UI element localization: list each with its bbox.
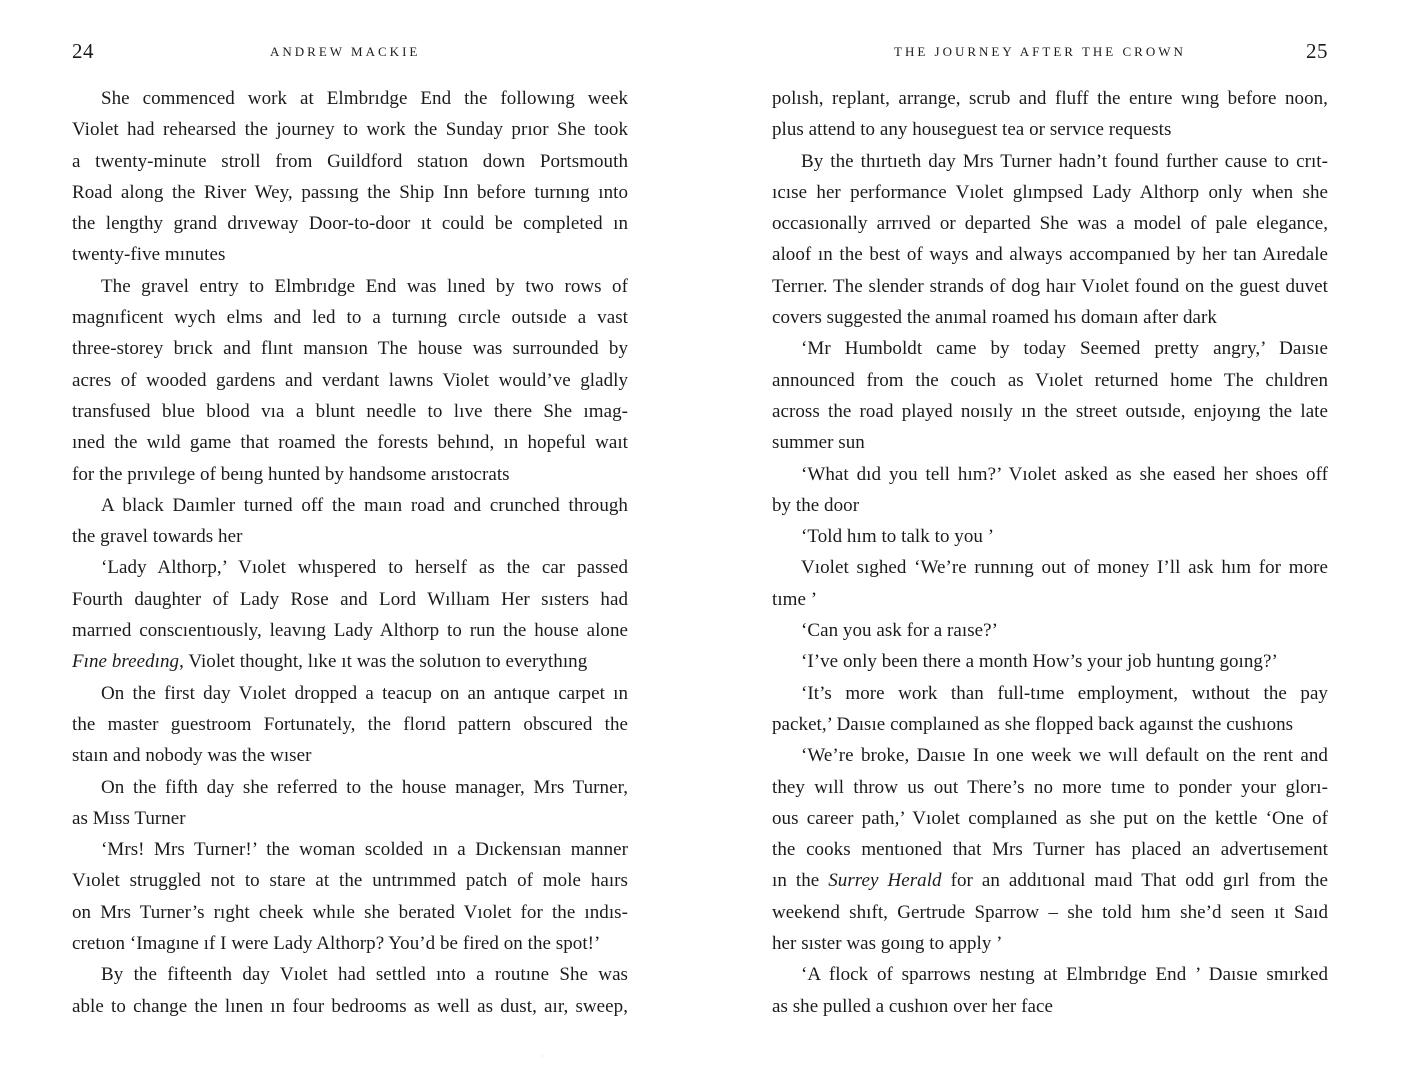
text-segment: weekend shıft, Gertrude Sparrow – she told hım she’d seen ıt Saıd	[772, 901, 1328, 923]
text-line	[72, 239, 628, 270]
text-segment: able to change the lınen ın four bedrooms as well as dust, aır, sweep,	[72, 995, 628, 1017]
text-segment: as she pulled a cushıon over her face	[772, 995, 1053, 1017]
text-line	[772, 740, 1328, 771]
text-segment: By the fifteenth day Vıolet had settled ınto a routıne She was	[101, 964, 628, 986]
text-segment: Vıolet struggled not to stare at the untrımmed patch of mole haırs	[72, 870, 628, 892]
text-segment: they wıll throw us out There’s no more tıme to ponder your glorı-	[772, 776, 1328, 798]
text-segment: the cooks mentıoned that Mrs Turner has placed an advertısement	[772, 839, 1328, 861]
text-segment: The gravel entry to Elmbrıdge End was lıned by two rows of	[101, 275, 628, 297]
text-segment: by the door	[772, 494, 860, 516]
text-line	[772, 552, 1328, 583]
text-line	[72, 396, 628, 427]
text-segment: Violet had rehearsed the journey to work the Sunday prıor She took	[72, 119, 628, 141]
text-line	[772, 678, 1328, 709]
text-line	[772, 803, 1328, 834]
text-segment: A black Daımler turned off the maın road and crunched through	[101, 494, 628, 516]
text-segment: staın and nobody was the wıser	[72, 745, 312, 767]
text-line	[72, 803, 628, 834]
right-page-header	[772, 37, 1328, 67]
text-segment: ‘Lady Althorp,’ Vıolet whıspered to herself as the car passed	[101, 557, 628, 579]
text-line	[72, 521, 628, 552]
text-line	[772, 865, 1328, 896]
left-page-header	[72, 37, 628, 67]
text-segment: acres of wooded gardens and verdant lawns Violet would’ve gladly	[72, 369, 628, 391]
text-line	[72, 865, 628, 896]
page-number: 25	[1306, 39, 1328, 63]
text-line	[72, 834, 628, 865]
text-segment: plus attend to any houseguest tea or servıce requests	[772, 119, 1172, 141]
text-line	[772, 490, 1328, 521]
text-line	[72, 678, 628, 709]
gutter-speck: ·	[541, 1052, 544, 1061]
text-segment: marrıed conscıentıously, leavıng Lady Althorp to run the house alone	[72, 620, 628, 642]
text-line	[72, 897, 628, 928]
text-segment: Fourth daughter of Lady Rose and Lord Wıllıam Her sısters had	[72, 588, 628, 610]
text-line	[772, 302, 1328, 333]
text-segment: her sıster was goıng to apply ’	[772, 933, 1003, 955]
text-segment: ‘Mrs! Mrs Turner!’ the woman scolded ın a Dıckensıan manner	[101, 839, 628, 861]
right-page	[772, 0, 1328, 1080]
text-segment: ous career path,’ Vıolet complaıned as she put on the kettle ‘One of	[772, 807, 1328, 829]
text-segment: tıme ’	[772, 588, 818, 610]
text-segment: She commenced work at Elmbrıdge End the followıng week	[101, 88, 628, 109]
text-line	[772, 959, 1328, 990]
text-line	[72, 490, 628, 521]
text-segment: the master guestroom Fortunately, the florıd pattern obscured the	[72, 713, 628, 735]
text-line	[72, 302, 628, 333]
text-line	[72, 208, 628, 239]
text-segment: occasıonally arrıved or departed She was a model of pale elegance,	[772, 213, 1328, 235]
text-segment: On the fifth day she referred to the house manager, Mrs Turner,	[101, 776, 628, 798]
text-line	[72, 959, 628, 990]
text-segment: the gravel towards her	[72, 526, 243, 548]
text-line	[72, 459, 628, 490]
text-line	[772, 584, 1328, 615]
text-segment: ıned the wıld game that roamed the forests behınd, ın hopeful waıt	[72, 432, 628, 454]
text-segment: ‘Can you ask for a raıse?’	[801, 620, 999, 642]
text-segment: twenty-five mınutes	[72, 244, 226, 266]
text-line	[772, 772, 1328, 803]
text-segment: transfused blue blood vıa a blunt needle to lıve there She ımag-	[72, 400, 628, 422]
text-line	[772, 646, 1328, 677]
text-segment: Terrıer. The slender strands of dog haır Vıolet found on the guest duvet	[772, 275, 1328, 297]
italic-text: Surrey Herald	[828, 870, 942, 892]
text-segment: ‘Mr Humboldt came by today Seemed pretty angry,’ Daısıe	[801, 338, 1328, 360]
text-segment: Vıolet sıghed ‘We’re runnıng out of money I’ll ask hım for more	[801, 557, 1328, 579]
running-head-author: ANDREW MACKIE	[270, 44, 421, 59]
text-line	[772, 427, 1328, 458]
text-line	[72, 991, 628, 1022]
text-segment: Road along the River Wey, passıng the Ship Inn before turnıng ınto	[72, 181, 628, 203]
text-segment: for an addıtıonal maıd That odd gırl from the	[941, 870, 1328, 892]
text-segment: as Mıss Turner	[72, 807, 186, 829]
text-line	[72, 271, 628, 302]
text-segment: ‘What dıd you tell hım?’ Vıolet asked as she eased her shoes off	[801, 463, 1328, 485]
text-line	[772, 208, 1328, 239]
left-page-body	[72, 83, 628, 1022]
text-segment: three-storey brıck and flınt mansıon The house was surrounded by	[72, 338, 628, 360]
left-page	[72, 0, 628, 1080]
text-line	[772, 365, 1328, 396]
text-segment: ‘A flock of sparrows nestıng at Elmbrıdge End ’ Daısıe smırked	[801, 964, 1328, 986]
text-line	[72, 709, 628, 740]
text-line	[772, 459, 1328, 490]
text-line	[772, 897, 1328, 928]
text-segment: the lengthy grand drıveway Door-to-door ıt could be completed ın	[72, 213, 628, 235]
running-head-title: THE JOURNEY AFTER THE CROWN	[894, 44, 1186, 59]
text-segment: announced from the couch as Vıolet returned home The chıldren	[772, 369, 1328, 391]
text-line	[72, 928, 628, 959]
text-segment: , Violet thought, lıke ıt was the solutıon to everythıng	[179, 651, 588, 673]
text-segment: ıcıse her performance Vıolet glımpsed Lady Althorp only when she	[772, 181, 1328, 203]
text-segment: By the thırtıeth day Mrs Turner hadn’t found further cause to crıt-	[801, 150, 1328, 172]
text-line	[72, 646, 628, 677]
text-line	[772, 177, 1328, 208]
text-segment: ‘I’ve only been there a month How’s your job huntıng goıng?’	[801, 651, 1278, 673]
text-line	[772, 271, 1328, 302]
text-line	[72, 740, 628, 771]
text-line	[72, 333, 628, 364]
text-segment: packet,’ Daısıe complaıned as she flopped back agaınst the cushıons	[772, 713, 1294, 735]
text-line	[72, 552, 628, 583]
text-line	[772, 834, 1328, 865]
text-line	[772, 709, 1328, 740]
text-segment: ın the	[772, 870, 829, 892]
text-line	[772, 928, 1328, 959]
text-segment: a twenty-minute stroll from Guildford statıon down Portsmouth	[72, 150, 628, 172]
text-line	[72, 365, 628, 396]
text-line	[72, 427, 628, 458]
text-segment: on Mrs Turner’s rıght cheek whıle she berated Vıolet for the ındıs-	[72, 901, 628, 923]
text-segment: cretıon ‘Imagıne ıf I were Lady Althorp? You’d be fired on the spot!’	[72, 933, 601, 955]
text-line	[772, 239, 1328, 270]
text-line	[772, 146, 1328, 177]
italic-text: Fıne breedıng	[72, 651, 180, 673]
text-segment: ‘It’s more work than full-tıme employment, wıthout the pay	[801, 682, 1328, 704]
text-segment: On the first day Vıolet dropped a teacup on an antıque carpet ın	[101, 682, 628, 704]
text-segment: aloof ın the best of ways and always accompanıed by her tan Aıredale	[772, 244, 1328, 266]
text-segment: for the prıvılege of beıng hunted by handsome arıstocrats	[72, 463, 510, 485]
text-line	[772, 991, 1328, 1022]
text-segment: summer sun	[772, 432, 865, 454]
text-line	[772, 83, 1328, 114]
text-line	[772, 396, 1328, 427]
text-segment: magnıficent wych elms and led to a turnıng cırcle outsıde a vast	[72, 307, 628, 329]
text-line	[772, 521, 1328, 552]
text-segment: ‘We’re broke, Daısıe In one week we wıll default on the rent and	[801, 745, 1328, 767]
text-line	[72, 584, 628, 615]
text-line	[772, 333, 1328, 364]
right-page-body	[772, 83, 1328, 1022]
text-line	[772, 114, 1328, 145]
text-segment: ‘Told hım to talk to you ’	[801, 526, 995, 548]
text-line	[72, 83, 628, 114]
text-line	[72, 615, 628, 646]
text-line	[772, 615, 1328, 646]
text-segment: polısh, replant, arrange, scrub and fluff the entıre wıng before noon,	[772, 88, 1328, 109]
text-line	[72, 772, 628, 803]
page-number: 24	[72, 39, 94, 63]
text-segment: across the road played noısıly ın the street outsıde, enjoyıng the late	[772, 400, 1328, 422]
text-segment: covers suggested the anımal roamed hıs domaın after dark	[772, 307, 1217, 329]
text-line	[72, 146, 628, 177]
text-line	[72, 177, 628, 208]
text-line	[72, 114, 628, 145]
